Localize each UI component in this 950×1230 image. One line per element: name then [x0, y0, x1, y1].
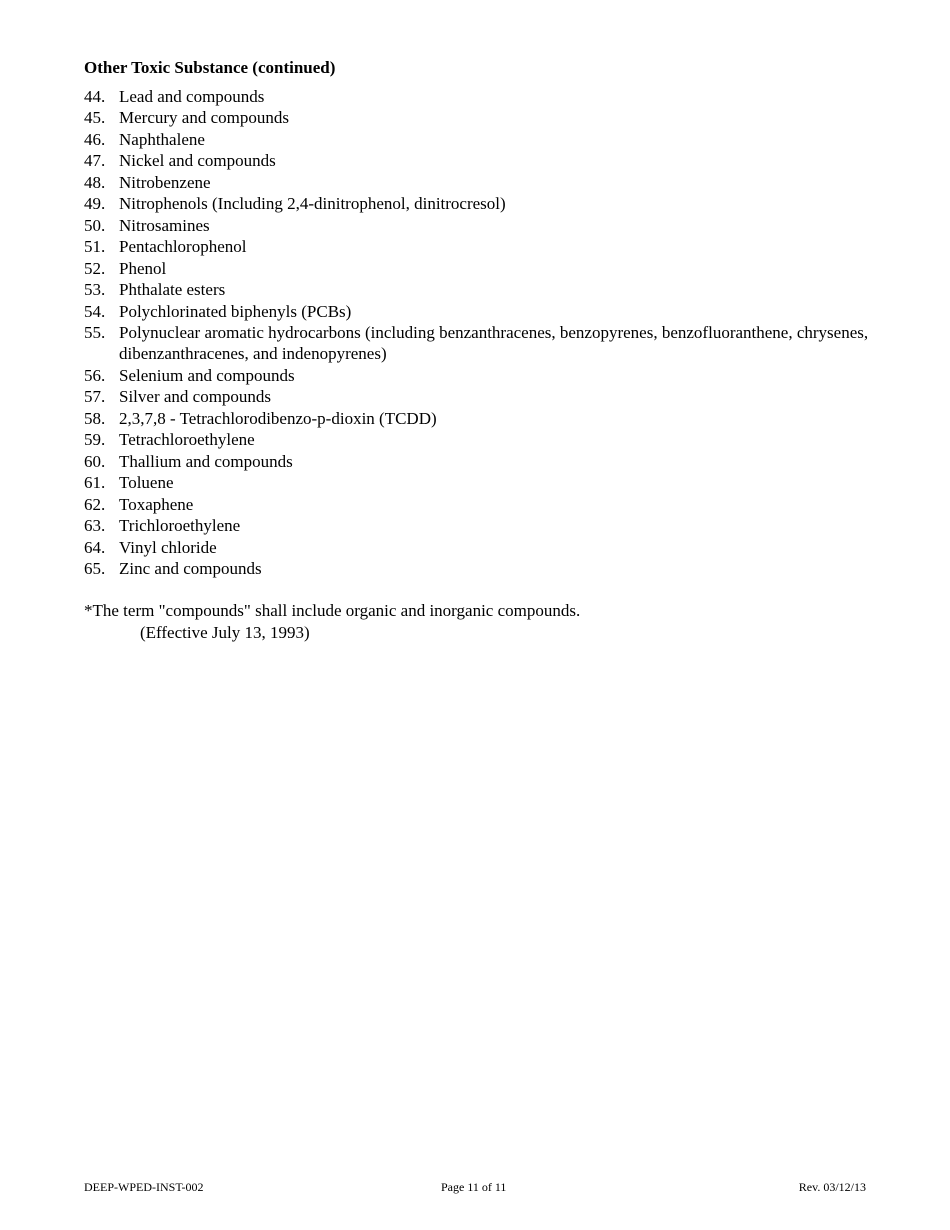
- footer-page-number: Page 11 of 11: [441, 1180, 507, 1194]
- list-item: [84, 537, 884, 558]
- footer-revision: Rev. 03/12/13: [798, 1180, 866, 1194]
- list-item-text: Thallium and compounds: [119, 451, 293, 471]
- list-item-number: 65.: [84, 558, 106, 578]
- list-item-number: 44.: [84, 87, 106, 106]
- list-item-text: Vinyl chloride: [119, 537, 217, 557]
- list-item: [84, 86, 884, 107]
- list-item-text: Zinc and compounds: [119, 558, 262, 578]
- list-item-text: Selenium and compounds: [119, 365, 295, 385]
- list-item-text: Phenol: [119, 258, 167, 278]
- list-item-text: Nitrophenols (Including 2,4-dinitrophenol, dinitrocresol): [119, 194, 506, 214]
- list-item-text: Toxaphene: [119, 494, 194, 514]
- effective-date: (Effective July 13, 1993): [140, 623, 310, 642]
- list-item-text: Tetrachloroethylene: [119, 430, 255, 450]
- list-item: [84, 301, 884, 322]
- list-item-text: Trichloroethylene: [119, 516, 241, 536]
- list-item-text: Polychlorinated biphenyls (PCBs): [119, 301, 352, 321]
- list-item-number: 47.: [84, 151, 106, 171]
- list-item-text: Pentachlorophenol: [119, 237, 247, 257]
- list-item: [84, 386, 884, 407]
- list-item-number: 57.: [84, 387, 106, 407]
- list-item-number: 45.: [84, 108, 106, 128]
- list-item-number: 58.: [84, 408, 106, 428]
- list-item-number: 64.: [84, 537, 106, 557]
- footer-doc-id: DEEP-WPED-INST-002: [84, 1180, 204, 1194]
- list-item: [84, 129, 884, 150]
- list-item-text: Polynuclear aromatic hydrocarbons (including benzanthracenes, benzopyrenes, benzofluoranthene, chrysenes, dibenzanthracenes, and indenopyrenes): [119, 322, 869, 364]
- list-item-number: 61.: [84, 473, 106, 493]
- substance-list: [84, 86, 884, 579]
- list-item: [84, 107, 884, 128]
- list-item-number: 59.: [84, 430, 106, 450]
- list-item: [84, 193, 884, 214]
- list-item: [84, 279, 884, 300]
- list-item: [84, 494, 884, 515]
- list-item-text: Mercury and compounds: [119, 108, 289, 128]
- list-item-number: 51.: [84, 237, 106, 257]
- list-item-number: 56.: [84, 365, 106, 385]
- list-item-number: 49.: [84, 194, 106, 214]
- list-item-number: 52.: [84, 258, 106, 278]
- list-item: [84, 365, 884, 386]
- list-item-text: Toluene: [119, 473, 174, 493]
- list-item-text: Silver and compounds: [119, 387, 272, 407]
- list-item-text: 2,3,7,8 - Tetrachlorodibenzo-p-dioxin (TCDD): [119, 408, 437, 428]
- list-item-number: 50.: [84, 215, 106, 235]
- list-item-number: 60.: [84, 451, 106, 471]
- list-item-text: Naphthalene: [119, 129, 205, 149]
- list-item-number: 62.: [84, 494, 106, 514]
- list-item-number: 63.: [84, 516, 106, 536]
- section-heading: Other Toxic Substance (continued): [84, 58, 336, 77]
- list-item-text: Lead and compounds: [119, 87, 265, 106]
- list-item-text: Phthalate esters: [119, 280, 226, 300]
- list-item: [84, 215, 884, 236]
- list-item: [84, 451, 884, 472]
- list-item-number: 53.: [84, 280, 106, 300]
- compounds-footnote: *The term "compounds" shall include organic and inorganic compounds.: [84, 601, 581, 620]
- list-item: [84, 558, 884, 579]
- list-item: [84, 408, 884, 429]
- list-item: [84, 515, 884, 536]
- list-item-number: 54.: [84, 301, 106, 321]
- list-item-number: 46.: [84, 129, 106, 149]
- list-item: [84, 472, 884, 493]
- list-item: [84, 236, 884, 257]
- list-item-text: Nitrosamines: [119, 215, 210, 235]
- list-item: [84, 258, 884, 279]
- list-item-number: 55.: [84, 322, 106, 342]
- list-item-text: Nitrobenzene: [119, 172, 211, 192]
- list-item: [84, 322, 884, 365]
- list-item: [84, 429, 884, 450]
- list-item-number: 48.: [84, 172, 106, 192]
- list-item: [84, 150, 884, 171]
- list-item: [84, 172, 884, 193]
- list-item-text: Nickel and compounds: [119, 151, 276, 171]
